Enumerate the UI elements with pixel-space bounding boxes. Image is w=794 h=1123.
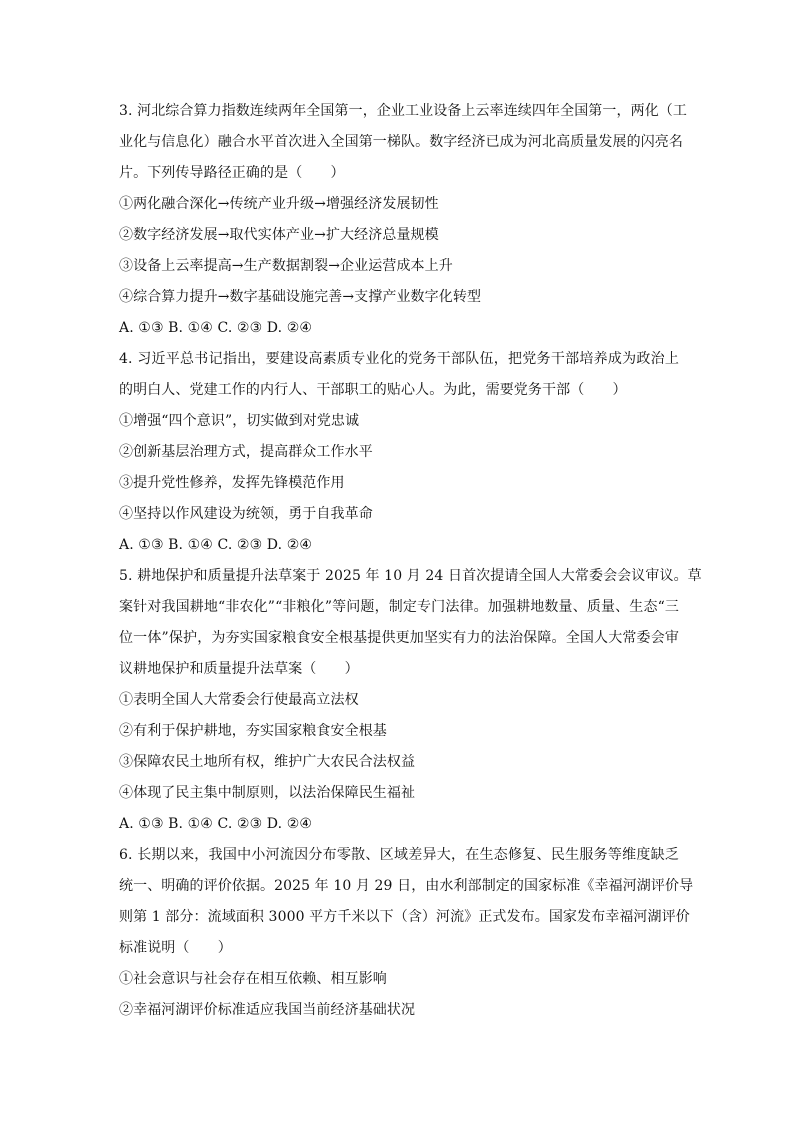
option-2: ②幸福河湖评价标准适应我国当前经济基础状况 [119, 1002, 416, 1018]
option-2: ②创新基层治理方式，提高群众工作水平 [119, 444, 373, 460]
exam-content [119, 100, 702, 1030]
option-4: ④综合算力提升→数字基础设施完善→支撑产业数字化转型 [119, 289, 482, 305]
option-4: ④坚持以作风建设为统领，勇于自我革命 [119, 506, 373, 522]
question-stem-line: 4. 习近平总书记指出，要建设高素质专业化的党务干部队伍，把党务干部培养成为政治上 [119, 351, 679, 367]
question-stem-line: 5. 耕地保护和质量提升法草案于 2025 年 10 月 24 日首次提请全国人大常委会会议审议。草 [119, 568, 702, 584]
question-stem-line: 案针对我国耕地“非农化”“非粮化”等问题，制定专门法律。加强耕地数量、质量、生态“三 [119, 599, 679, 615]
option-4: ④体现了民主集中制原则，以法治保障民生福祉 [119, 785, 416, 801]
option-3: ③设备上云率提高→生产数据割裂→企业运营成本上升 [119, 258, 453, 274]
question-6 [119, 844, 694, 1021]
option-1: ①两化融合深化→传统产业升级→增强经济发展韧性 [119, 196, 439, 212]
answer-choices: A. ①③ B. ①④ C. ②③ D. ②④ [119, 320, 312, 336]
answer-choices: A. ①③ B. ①④ C. ②③ D. ②④ [119, 816, 312, 832]
option-3: ③保障农民土地所有权，维护广大农民合法权益 [119, 754, 416, 770]
question-stem-line: 业化与信息化）融合水平首次进入全国第一梯队。数字经济已成为河北高质量发展的闪亮名 [119, 134, 683, 150]
option-2: ②数字经济发展→取代实体产业→扩大经济总量规模 [119, 227, 439, 243]
option-1: ①增强“四个意识”，切实做到对党忠诚 [119, 413, 360, 429]
answer-choices: A. ①③ B. ①④ C. ②③ D. ②④ [119, 537, 312, 553]
option-1: ①表明全国人大常委会行使最高立法权 [119, 692, 359, 708]
question-stem-line: 片。下列传导路径正确的是（ ） [119, 165, 345, 181]
question-5 [119, 565, 702, 835]
question-stem-line: 则第 1 部分：流域面积 3000 平方千米以下（含）河流》正式发布。国家发布幸福河湖评价 [119, 909, 690, 925]
option-2: ②有利于保护耕地，夯实国家粮食安全根基 [119, 723, 387, 739]
option-1: ①社会意识与社会存在相互依赖、相互影响 [119, 971, 387, 987]
question-stem-line: 的明白人、党建工作的内行人、干部职工的贴心人。为此，需要党务干部（ ） [119, 382, 627, 398]
option-3: ③提升党性修养，发挥先锋模范作用 [119, 475, 345, 491]
question-stem-line: 3. 河北综合算力指数连续两年全国第一，企业工业设备上云率连续四年全国第一，两化（工 [119, 103, 688, 119]
question-stem-line: 位一体”保护，为夯实国家粮食安全根基提供更加坚实有力的法治保障。全国人大常委会审 [119, 630, 679, 646]
question-stem-line: 标准说明（ ） [119, 940, 232, 956]
question-4 [119, 348, 679, 556]
question-stem-line: 议耕地保护和质量提升法草案（ ） [119, 661, 359, 677]
question-3 [119, 100, 688, 339]
question-stem-line: 统一、明确的评价依据。2025 年 10 月 29 日，由水利部制定的国家标准《幸福河湖评价导 [119, 878, 694, 894]
question-stem-line: 6. 长期以来，我国中小河流因分布零散、区域差异大，在生态修复、民生服务等维度缺乏 [119, 847, 679, 863]
